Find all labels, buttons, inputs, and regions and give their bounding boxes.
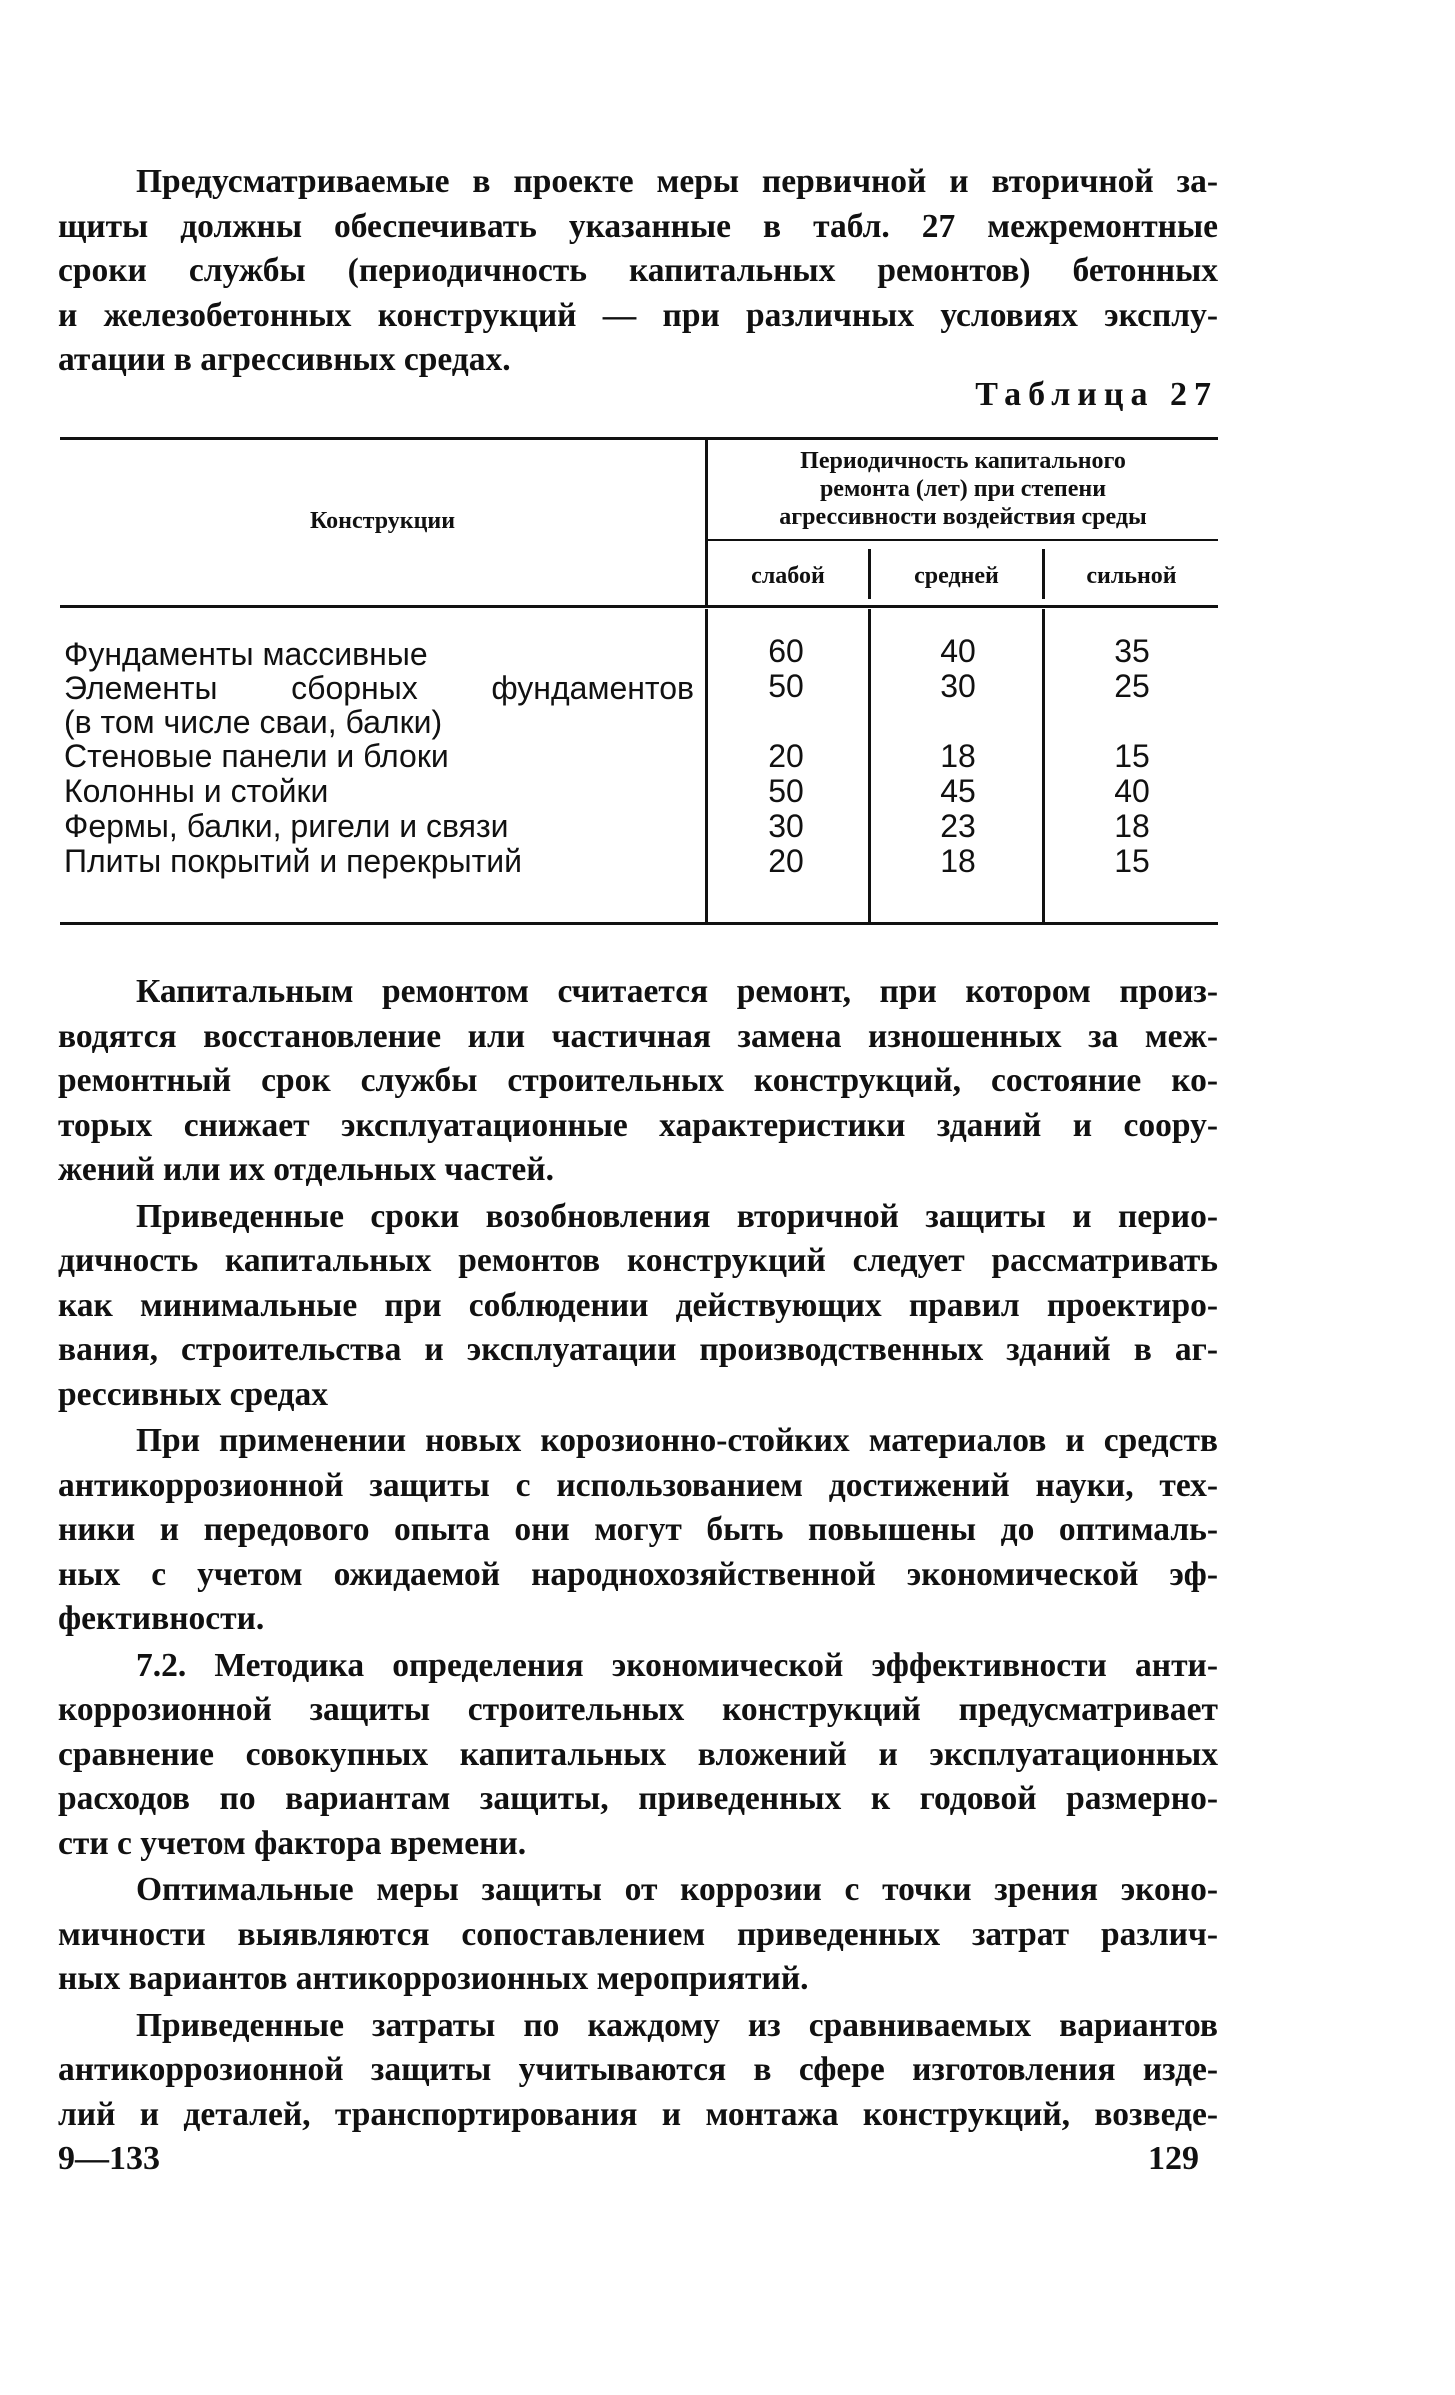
text-line: антикоррозионной защиты с использованием достижений науки, тех- (58, 1466, 1218, 1504)
text-line: Приведенные сроки возобновления вторичной защиты и перио- (136, 1197, 1218, 1235)
table-caption: Таблица 27 (975, 376, 1218, 413)
cell-strong: 35 (1114, 633, 1150, 669)
text-line: ники и передового опыта они могут быть повышены до оптималь- (58, 1511, 1218, 1548)
text-line: мичности выявляются сопоставлением приведенных затрат различ- (58, 1915, 1218, 1953)
row-label: Фундаменты массивные (64, 636, 428, 672)
printer-signature: 9—133 (58, 2140, 160, 2177)
text-line: сроки службы (периодичность капитальных ремонтов) бетонных (58, 252, 1218, 289)
row-label: Колонны и стойки (64, 773, 329, 809)
row-label: Плиты покрытий и перекрытий (64, 843, 522, 879)
header-periodicity (708, 447, 1218, 531)
header-constructions: Конструкции (309, 508, 456, 534)
header-weak: слабой (751, 563, 825, 589)
text-line: вания, строительства и эксплуатации производственных зданий в аг- (58, 1331, 1218, 1368)
table-top-rule (60, 437, 1218, 440)
paragraph (58, 1195, 1218, 1418)
column-divider (868, 609, 871, 923)
text-line: ных вариантов антикоррозионных мероприятий. (58, 1960, 809, 1997)
paragraph (58, 1644, 1218, 1867)
text-line: ных с учетом ожидаемой народнохозяйственной экономической эф- (58, 1555, 1218, 1593)
subheader-rule (705, 539, 1218, 541)
cell-medium: 18 (940, 843, 976, 879)
text-line: сти с учетом фактора времени. (58, 1824, 527, 1862)
text-line: сравнение совокупных капитальных вложений и эксплуатационных (58, 1735, 1218, 1773)
cell-weak: 60 (768, 633, 804, 669)
column-divider (1042, 609, 1045, 923)
cell-medium: 23 (940, 808, 976, 844)
table-header-rule (60, 605, 1218, 608)
row-label: Фермы, балки, ригели и связи (64, 808, 509, 844)
header-line: агрессивности воздействия среды (779, 504, 1147, 530)
cell-medium: 18 (940, 738, 976, 774)
text-line: как минимальные при соблюдении действующих правил проектиро- (58, 1286, 1218, 1324)
text-line: щиты должны обеспечивать указанные в табл. 27 межремонтные (58, 207, 1218, 245)
text-line: и железобетонных конструкций — при различных условиях эксплу- (58, 296, 1218, 334)
cell-medium: 45 (940, 773, 976, 809)
text-line: дичность капитальных ремонтов конструкций следует рассматривать (58, 1242, 1218, 1279)
text-line: антикоррозионной защиты учитываются в сфере изготовления изде- (58, 2051, 1218, 2088)
text-line: атации в агрессивных средах. (58, 341, 511, 378)
header-medium: средней (914, 563, 999, 589)
cell-strong: 15 (1114, 738, 1150, 774)
cell-strong: 25 (1114, 668, 1150, 704)
paragraph (58, 2004, 1218, 2138)
cell-medium: 40 (940, 633, 976, 669)
cell-strong: 18 (1114, 808, 1150, 844)
header-strong: сильной (1086, 563, 1177, 589)
intro-paragraph (58, 160, 1218, 383)
text-line: торых снижает эксплуатационные характеристики зданий и соору- (58, 1106, 1218, 1144)
paragraph (58, 970, 1218, 1193)
text-line: рессивных средах (58, 1375, 328, 1413)
paragraph (58, 1419, 1218, 1642)
cell-strong: 15 (1114, 843, 1150, 879)
text-line: Оптимальные меры защиты от коррозии с точки зрения эконо- (136, 1871, 1218, 1908)
body-text (58, 970, 1218, 2137)
text-line: фективности. (58, 1600, 265, 1637)
cell-weak: 20 (768, 843, 804, 879)
row-label: Стеновые панели и блоки (64, 738, 449, 774)
row-label: Элементы сборных фундаментов (64, 670, 694, 706)
text-line: При применении новых корозионно-стойких материалов и средств (136, 1422, 1218, 1459)
maintenance-period-table (60, 437, 1218, 925)
text-line: Приведенные затраты по каждому из сравниваемых вариантов (136, 2006, 1218, 2044)
column-divider (705, 609, 708, 923)
text-line: 7.2. Методика определения экономической эффективности анти- (136, 1646, 1218, 1684)
paragraph (58, 1868, 1218, 2002)
text-line: лий и деталей, транспортирования и монтажа конструкций, возведе- (58, 2095, 1218, 2133)
text-line: жений или их отдельных частей. (58, 1151, 554, 1188)
row-label-continuation: (в том числе сваи, балки) (64, 704, 443, 740)
cell-weak: 50 (768, 668, 804, 704)
cell-medium: 30 (940, 668, 976, 704)
header-line: Периодичность капитального (800, 448, 1126, 474)
text-line: коррозионной защиты строительных конструкций предусматривает (58, 1691, 1218, 1728)
cell-strong: 40 (1114, 773, 1150, 809)
page-number: 129 (1148, 2140, 1199, 2177)
cell-weak: 20 (768, 738, 804, 774)
text-line: Предусматриваемые в проекте меры первичной и вторичной за- (136, 163, 1218, 200)
cell-weak: 30 (768, 808, 804, 844)
text-line: водятся восстановление или частичная замена изношенных за меж- (58, 1017, 1218, 1055)
cell-weak: 50 (768, 773, 804, 809)
header-line: ремонта (лет) при степени (819, 476, 1107, 502)
text-line: расходов по вариантам защиты, приведенных к годовой размерно- (58, 1780, 1218, 1817)
text-line: Капитальным ремонтом считается ремонт, при котором произ- (136, 973, 1218, 1010)
text-line: ремонтный срок службы строительных конструкций, состояние ко- (58, 1062, 1218, 1099)
